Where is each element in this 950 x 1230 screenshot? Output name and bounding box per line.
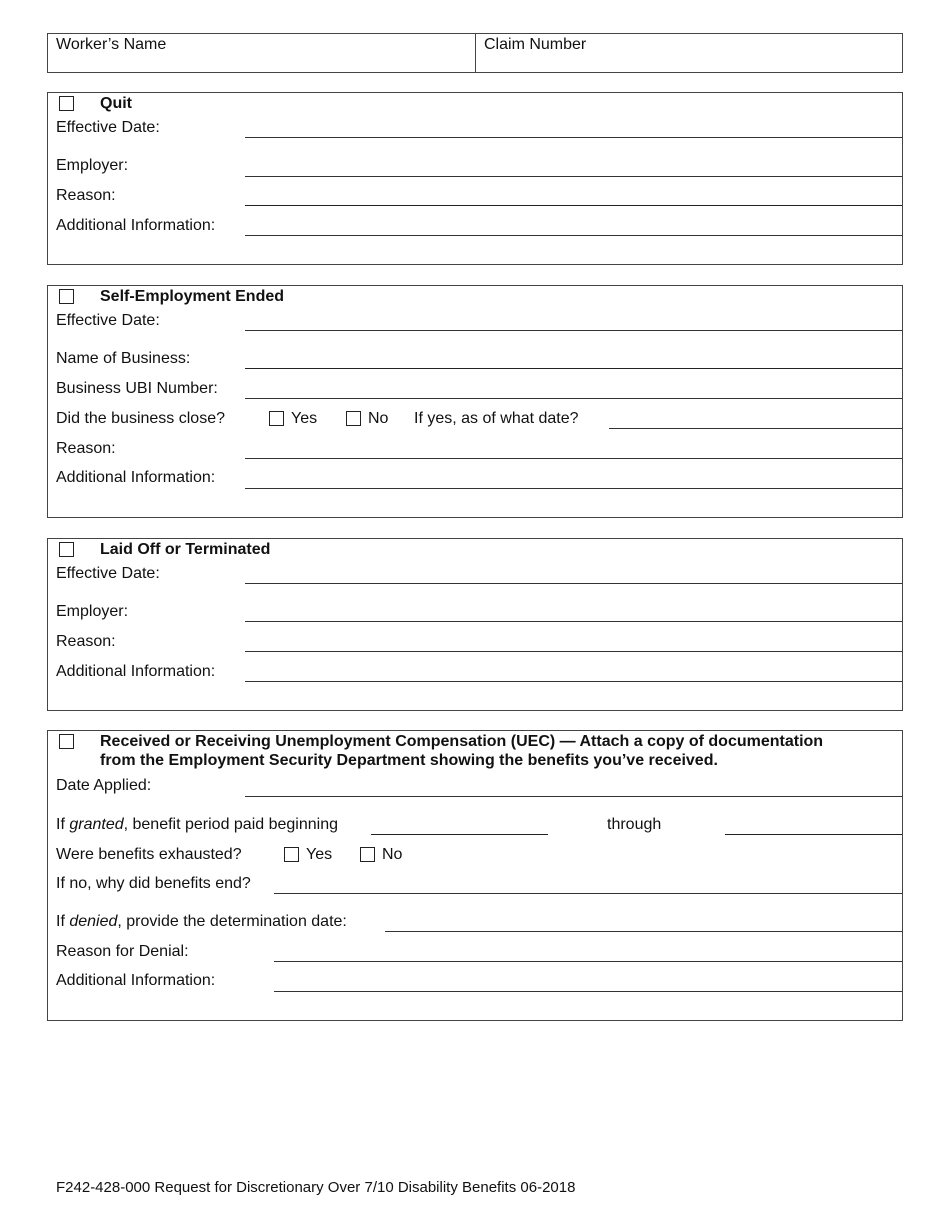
se-reason-label: Reason: [56,440,116,457]
uec-granted-prefix: If [56,816,70,833]
uec-determination-date-field[interactable] [385,931,902,932]
quit-checkbox[interactable] [59,96,74,111]
uec-through-label: through [607,816,662,833]
uec-exhausted-yes-checkbox[interactable] [284,847,299,862]
uec-denied-suffix: , provide the determination date: [117,913,347,930]
se-effective-date-field[interactable] [245,330,902,331]
uec-reason-denial-field[interactable] [274,961,902,962]
uec-exhausted-yes-label: Yes [306,846,333,863]
lo-additional-info-label: Additional Information: [56,663,216,680]
laid-off-checkbox[interactable] [59,542,74,557]
se-close-yes-label: Yes [291,410,318,427]
lo-reason-field[interactable] [245,651,902,652]
uec-period-end-field[interactable] [725,834,902,835]
uec-why-end-label: If no, why did benefits end? [56,875,251,892]
se-close-no-label: No [368,410,389,427]
lo-effective-date-field[interactable] [245,583,902,584]
uec-additional-info-field[interactable] [274,991,902,992]
lo-employer-label: Employer: [56,603,129,620]
uec-denied-label [56,913,347,931]
header-box [47,33,903,73]
laid-off-title: Laid Off or Terminated [100,541,271,558]
quit-employer-label: Employer: [56,157,129,174]
self-employment-section [47,285,903,518]
form-footer: F242-428-000 Request for Discretionary Over 7/10 Disability Benefits 06-2018 [56,1179,576,1196]
quit-title: Quit [100,95,132,112]
uec-denied-prefix: If [56,913,70,930]
quit-effective-date-field[interactable] [245,137,902,138]
quit-additional-info-label: Additional Information: [56,217,216,234]
se-additional-info-label: Additional Information: [56,469,216,486]
lo-additional-info-field[interactable] [245,681,902,682]
quit-section [47,92,903,265]
quit-effective-date-label: Effective Date: [56,119,160,136]
se-name-of-business-field[interactable] [245,368,902,369]
se-additional-info-field[interactable] [245,488,902,489]
uec-additional-info-label: Additional Information: [56,972,216,989]
quit-employer-field[interactable] [245,176,902,177]
uec-title-line2: from the Employment Security Department showing the benefits you’ve received. [100,752,718,769]
quit-reason-label: Reason: [56,187,116,204]
uec-granted-label [56,816,338,834]
se-if-yes-date-label: If yes, as of what date? [414,410,579,427]
claim-number-label: Claim Number [484,36,587,53]
uec-period-begin-field[interactable] [371,834,548,835]
self-employment-checkbox[interactable] [59,289,74,304]
se-ubi-number-field[interactable] [245,398,902,399]
lo-effective-date-label: Effective Date: [56,565,160,582]
lo-reason-label: Reason: [56,633,116,650]
uec-granted-suffix: , benefit period paid beginning [123,816,338,833]
self-employment-title: Self-Employment Ended [100,288,285,305]
quit-additional-info-field[interactable] [245,235,902,236]
uec-granted-word: granted [69,816,124,833]
claim-number-cell[interactable] [476,34,902,72]
worker-name-label: Worker’s Name [56,36,167,53]
quit-reason-field[interactable] [245,205,902,206]
worker-name-cell[interactable] [48,34,476,72]
se-close-no-checkbox[interactable] [346,411,361,426]
uec-section [47,730,903,1021]
se-close-yes-checkbox[interactable] [269,411,284,426]
laid-off-section [47,538,903,711]
lo-employer-field[interactable] [245,621,902,622]
uec-denied-word: denied [69,913,118,930]
se-effective-date-label: Effective Date: [56,312,160,329]
se-name-of-business-label: Name of Business: [56,350,191,367]
uec-title-line1: Received or Receiving Unemployment Compensation (UEC) — Attach a copy of documentation [100,733,824,750]
uec-exhausted-label: Were benefits exhausted? [56,846,242,863]
se-close-date-field[interactable] [609,428,902,429]
uec-why-end-field[interactable] [274,893,902,894]
uec-exhausted-no-checkbox[interactable] [360,847,375,862]
se-did-close-label: Did the business close? [56,410,225,427]
se-reason-field[interactable] [245,458,902,459]
uec-checkbox[interactable] [59,734,74,749]
uec-exhausted-no-label: No [382,846,403,863]
uec-date-applied-label: Date Applied: [56,777,152,794]
uec-reason-denial-label: Reason for Denial: [56,943,189,960]
uec-date-applied-field[interactable] [245,796,902,797]
se-ubi-number-label: Business UBI Number: [56,380,218,397]
